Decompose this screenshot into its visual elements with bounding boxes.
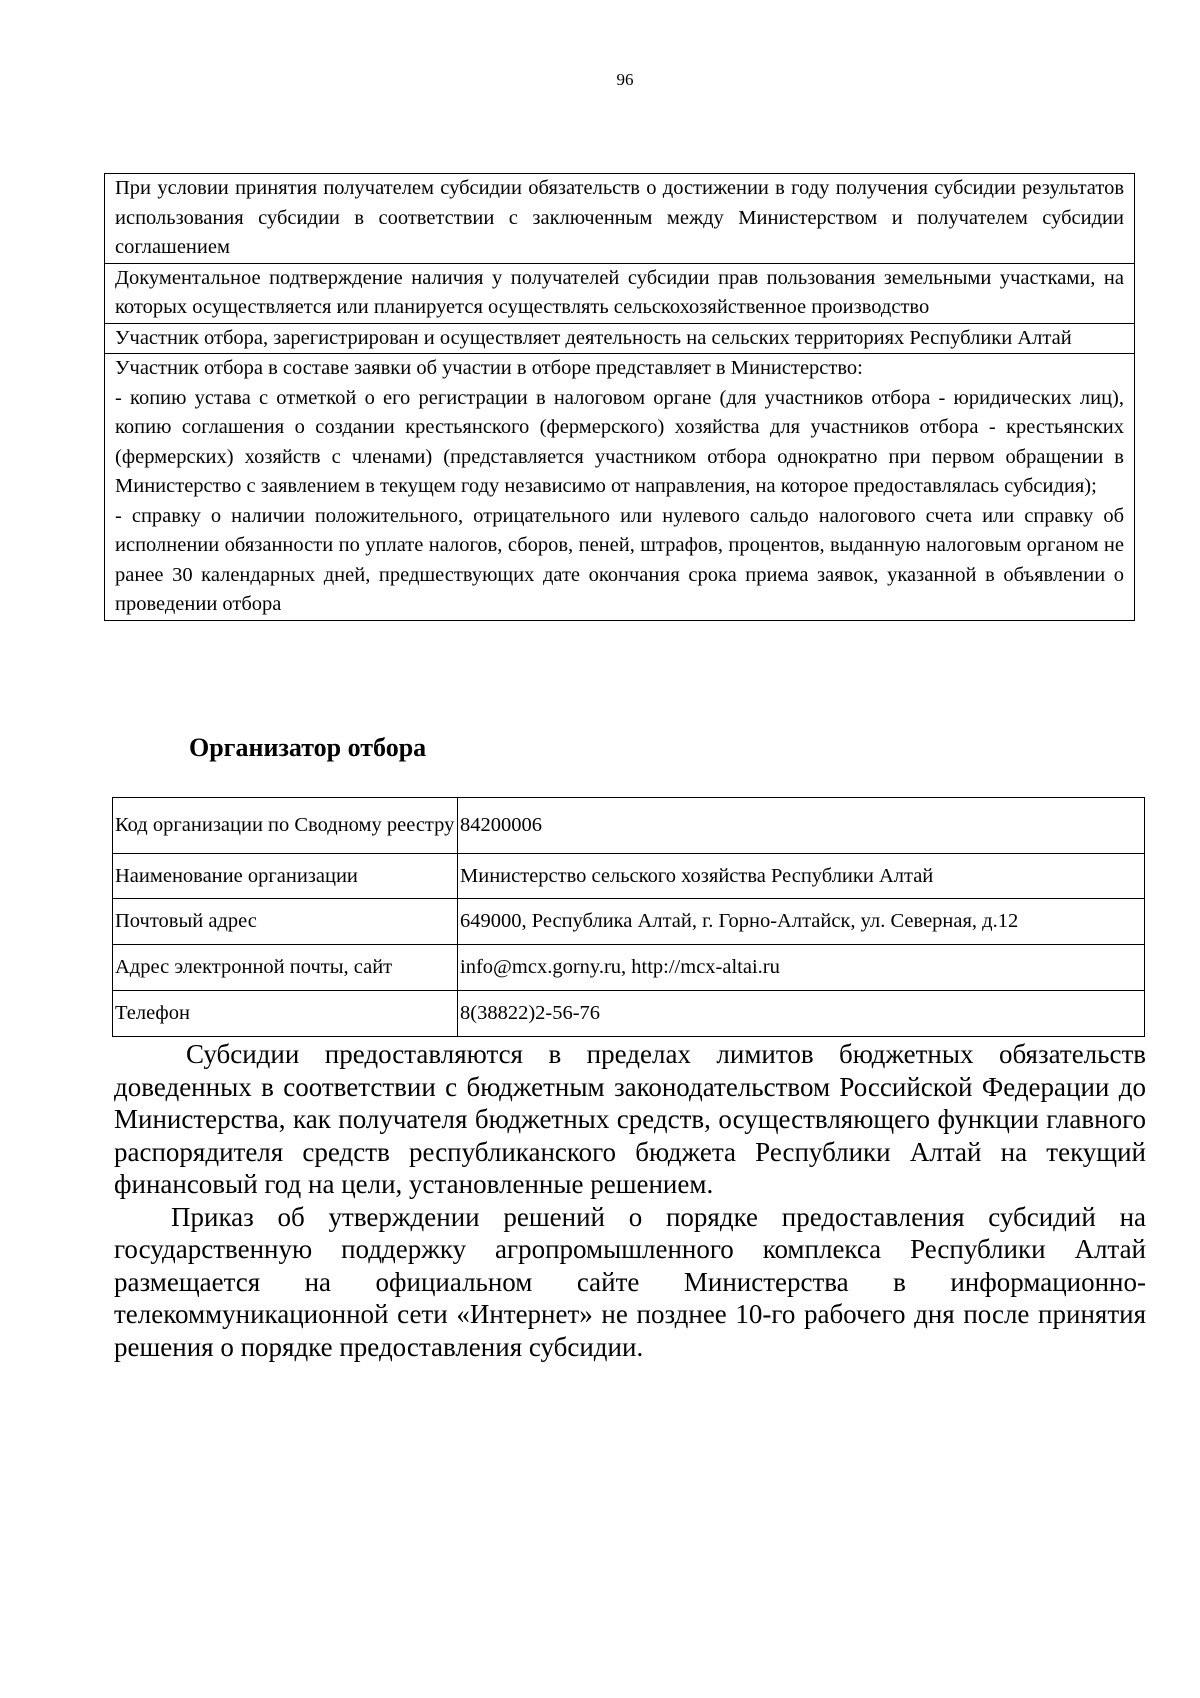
organizer-row [113, 854, 1145, 899]
criteria-text: Участник отбора, зарегистрирован и осуществляет деятельность на сельских территориях Республики Алтай [115, 326, 1072, 349]
organizer-label: Почтовый адрес [113, 899, 458, 945]
organizer-row [113, 991, 1145, 1037]
criteria-cell [105, 323, 1135, 354]
criteria-row [105, 263, 1135, 323]
organizer-label: Код организации по Сводному реестру [113, 798, 458, 854]
criteria-cell [105, 174, 1135, 264]
criteria-list-item: - справку о наличии положительного, отрицательного или нулевого сальдо налогового счета или справку об исполнении обязанности по уплате налогов, сборов, пеней, штрафов, процентов, выданную налоговым органом не ранее 30 календарных дней, предшествующих дате окончания срока приема заявок, указанной в объявлении о проведении отбора [115, 504, 1124, 615]
organizer-label: Наименование организации [113, 854, 458, 899]
criteria-cell [105, 263, 1135, 323]
section-heading: Организатор отбора [189, 733, 427, 762]
organizer-value: 8(38822)2-56-76 [458, 991, 1145, 1037]
criteria-row [105, 323, 1135, 354]
organizer-value: info@mcx.gorny.ru, http://mcx-altai.ru [458, 945, 1145, 991]
body-paragraph: Субсидии предоставляются в пределах лимитов бюджетных обязательств доведенных в соответствии с бюджетным законодательством Российской Федерации до Министерства, как получателя бюджетных средств, осуществляющего функции главного распорядителя средств республиканского бюджета Республики Алтай на текущий финансовый год на цели, установленные решением. [114, 1039, 1146, 1199]
criteria-table [104, 173, 1135, 621]
organizer-label: Телефон [113, 991, 458, 1037]
organizer-value: Министерство сельского хозяйства Республики Алтай [458, 854, 1145, 899]
body-paragraph: Приказ об утверждении решений о порядке предоставления субсидий на государственную поддержку агропромышленного комплекса Республики Алтай размещается на официальном сайте Министерства в информационно-телекоммуникационной сети «Интернет» не позднее 10-го рабочего дня после принятия решения о порядке предоставления субсидии. [114, 1201, 1146, 1362]
criteria-row [105, 174, 1135, 264]
organizer-value: 84200006 [458, 798, 1145, 854]
body-text [114, 1038, 1146, 1363]
criteria-row [105, 354, 1135, 621]
organizer-table [112, 797, 1145, 1037]
criteria-list-item: - копию устава с отметкой о его регистрации в налоговом органе (для участников отбора - юридических лиц), копию соглашения о создании крестьянского (фермерского) хозяйства для участников отбора - крестьянских (фермерских) хозяйств с членами) (представляется участником отбора однократно при первом обращении в Министерство с заявлением в текущем году независимо от направления, на которое предоставлялась субсидия); [115, 386, 1124, 497]
criteria-text: Документальное подтверждение наличия у получателей субсидии прав пользования земельными участками, на которых осуществляется или планируется осуществлять сельскохозяйственное производство [115, 266, 1124, 318]
criteria-cell [105, 354, 1135, 621]
organizer-row [113, 945, 1145, 991]
organizer-value: 649000, Республика Алтай, г. Горно-Алтайск, ул. Северная, д.12 [458, 899, 1145, 945]
organizer-label: Адрес электронной почты, сайт [113, 945, 458, 991]
organizer-row [113, 899, 1145, 945]
criteria-text: Участник отбора в составе заявки об участии в отборе представляет в Министерство: [115, 357, 863, 379]
criteria-text: При условии принятия получателем субсидии обязательств о достижении в году получения субсидии результатов использования субсидии в соответствии с заключенным между Министерством и получателем субсидии соглашением [115, 177, 1124, 258]
organizer-row [113, 798, 1145, 854]
page-number: 96 [616, 70, 634, 89]
